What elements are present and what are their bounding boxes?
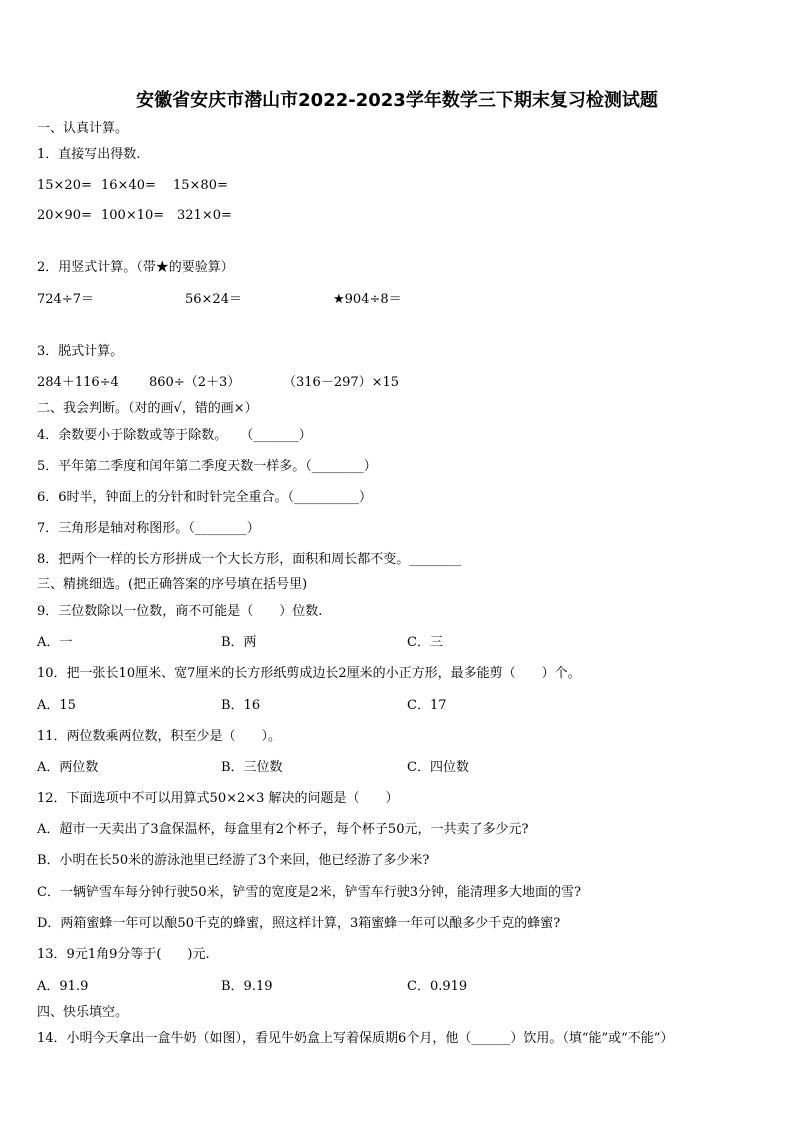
- q2-item: 56×24＝: [185, 292, 242, 307]
- option-b: B．16: [221, 698, 261, 713]
- q2-item: ★904÷8＝: [333, 292, 402, 307]
- q1-item: 15×80=: [173, 178, 228, 193]
- q1-item: 100×10=: [101, 208, 165, 223]
- option-b: B．9.19: [221, 979, 273, 994]
- section4-heading: 四、快乐填空。: [37, 1005, 129, 1020]
- option-c: C．17: [407, 698, 447, 713]
- q14: 14．小明今天拿出一盒牛奶（如图），看见牛奶盒上写着保质期6个月，他（______）饮用。（填“能”或“不能”）: [37, 1031, 674, 1046]
- option-b: B．两: [221, 635, 257, 650]
- q7: 7．三角形是轴对称图形。（________）: [37, 521, 260, 536]
- q4: 4．余数要小于除数或等于除数。 （_______）: [37, 428, 312, 443]
- q3-item: （316－297）×15: [283, 375, 400, 390]
- q1-item: 15×20=: [37, 178, 92, 193]
- q3-item: 284＋116÷4: [37, 375, 119, 390]
- q1-item: 16×40=: [101, 178, 156, 193]
- option-c: C．四位数: [407, 760, 469, 775]
- section1-heading: 一、认真计算。: [37, 121, 129, 136]
- option-a: A．15: [37, 698, 76, 713]
- option-c: C．三: [407, 635, 443, 650]
- section2-heading: 二、我会判断。（对的画√，错的画×）: [37, 401, 258, 416]
- option-a: A．91.9: [37, 979, 89, 994]
- q5: 5．平年第二季度和闰年第二季度天数一样多。（________）: [37, 459, 377, 474]
- q9-prompt: 9．三位数除以一位数，商不可能是（ ）位数.: [37, 604, 323, 619]
- option-b: B．小明在长50米的游泳池里已经游了3个来回，他已经游了多少米?: [37, 853, 430, 868]
- q2-item: 724÷7＝: [37, 292, 94, 307]
- option-a: A．一: [37, 635, 73, 650]
- q3-item: 860÷（2＋3）: [149, 375, 241, 390]
- q1-item: 20×90=: [37, 208, 92, 223]
- q11-prompt: 11．两位数乘两位数，积至少是（ ）。: [37, 729, 282, 744]
- option-c: C．0.919: [407, 979, 468, 994]
- q8: 8．把两个一样的长方形拼成一个大长方形，面积和周长都不变。________: [37, 552, 462, 567]
- q13-prompt: 13．9元1角9分等于( )元.: [37, 947, 210, 962]
- option-a: A．两位数: [37, 760, 99, 775]
- page-title: 安徽省安庆市潜山市2022-2023学年数学三下期末复习检测试题: [136, 90, 658, 111]
- q12-prompt: 12．下面选项中不可以用算式50×2×3 解决的问题是（ ）: [37, 791, 399, 806]
- q6: 6．6时半，钟面上的分针和时针完全重合。（__________）: [37, 490, 373, 505]
- option-c: C．一辆铲雪车每分钟行驶50米，铲雪的宽度是2米，铲雪车行驶3分钟，能清理多大地面的雪?: [37, 885, 582, 900]
- q1-prompt: 1．直接写出得数.: [37, 147, 141, 162]
- option-b: B．三位数: [221, 760, 283, 775]
- q2-prompt: 2．用竖式计算。（带★的要验算）: [37, 260, 234, 275]
- q10-prompt: 10．把一张长10厘米、宽7厘米的长方形纸剪成边长2厘米的小正方形，最多能剪（ ）个。: [37, 666, 581, 681]
- q3-prompt: 3．脱式计算。: [37, 344, 124, 359]
- section3-heading: 三、精挑细选。(把正确答案的序号填在括号里): [37, 577, 308, 592]
- option-d: D．两箱蜜蜂一年可以酿50千克的蜂蜜，照这样计算，3箱蜜蜂一年可以酿多少千克的蜂蜜?: [37, 916, 561, 931]
- option-a: A．超市一天卖出了3盒保温杯，每盒里有2个杯子，每个杯子50元，一共卖了多少元?: [37, 822, 529, 837]
- q1-item: 321×0=: [177, 208, 232, 223]
